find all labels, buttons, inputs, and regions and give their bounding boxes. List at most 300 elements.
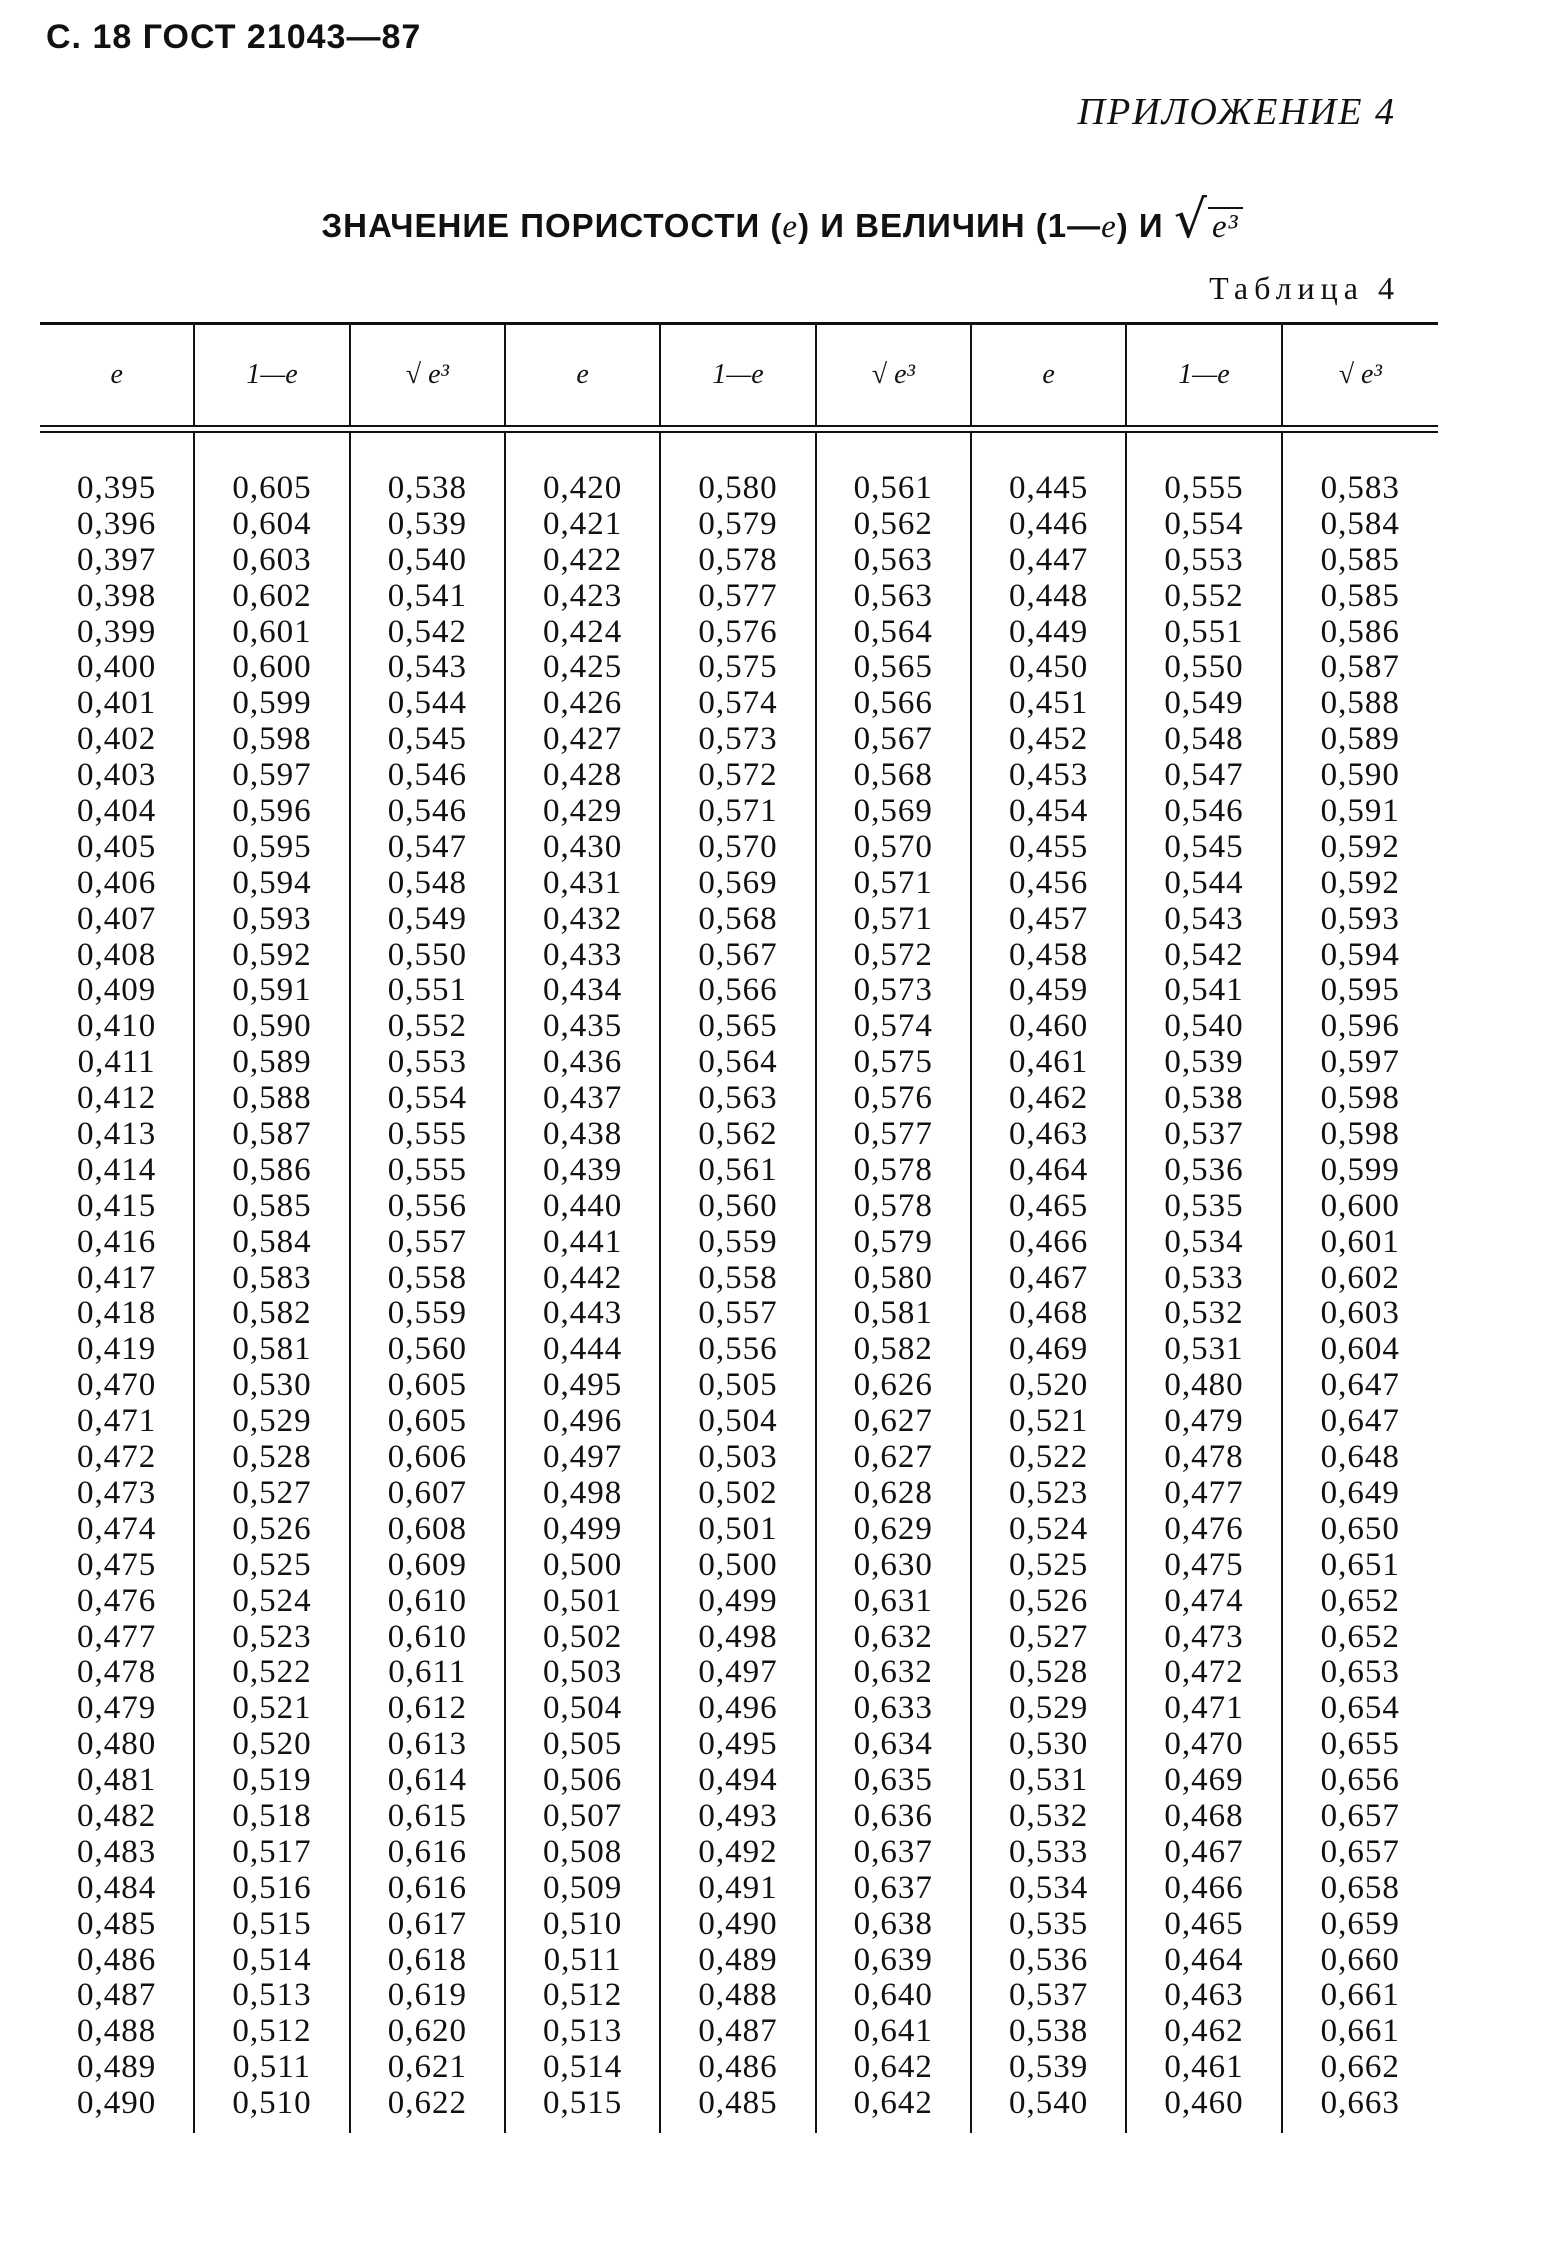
table-cell: 0,475 <box>1164 1546 1244 1583</box>
table-cell: 0,511 <box>543 1941 622 1978</box>
table-cell: 0,550 <box>387 936 467 973</box>
table-cell: 0,650 <box>1320 1510 1400 1547</box>
table-cell: 0,461 <box>1164 2049 1244 2086</box>
table-cell: 0,503 <box>698 1439 778 1476</box>
table-cell: 0,543 <box>1164 900 1244 937</box>
table-cell: 0,657 <box>1320 1833 1400 1870</box>
table-cell: 0,592 <box>232 936 312 973</box>
table-cell: 0,532 <box>1009 1797 1089 1834</box>
table-cell: 0,559 <box>698 1223 778 1260</box>
table-cell: 0,523 <box>1009 1474 1089 1511</box>
table-cell: 0,651 <box>1320 1546 1400 1583</box>
table-cell: 0,634 <box>853 1726 933 1763</box>
table-cell: 0,549 <box>387 900 467 937</box>
table-cell: 0,454 <box>1009 793 1089 830</box>
table-cell: 0,588 <box>1320 685 1400 722</box>
table-cell: 0,563 <box>698 1080 778 1117</box>
table-cell: 0,521 <box>232 1690 312 1727</box>
table-cell: 0,406 <box>77 864 157 901</box>
table-cell: 0,520 <box>232 1726 312 1763</box>
table-cell: 0,513 <box>543 2013 623 2050</box>
table-cell: 0,481 <box>77 1762 157 1799</box>
title-part-1: ЗНАЧЕНИЕ ПОРИСТОСТИ ( <box>321 207 783 244</box>
table-cell: 0,444 <box>543 1331 623 1368</box>
title-part-2: ) И ВЕЛИЧИН (1— <box>798 207 1102 244</box>
table-cell: 0,527 <box>232 1474 312 1511</box>
table-cell: 0,579 <box>853 1223 933 1260</box>
table-cell: 0,548 <box>1164 721 1244 758</box>
table-cell: 0,539 <box>1164 1044 1244 1081</box>
table-cell: 0,560 <box>387 1331 467 1368</box>
table-cell: 0,648 <box>1320 1439 1400 1476</box>
table-cell: 0,412 <box>77 1080 157 1117</box>
table-cell: 0,408 <box>77 936 157 973</box>
table-cell: 0,539 <box>1009 2049 1089 2086</box>
table-title <box>0 190 1564 250</box>
table-cell: 0,521 <box>1009 1403 1089 1440</box>
table-cell: 0,498 <box>543 1474 623 1511</box>
table-cell: 0,580 <box>853 1259 933 1296</box>
table-cell: 0,530 <box>1009 1726 1089 1763</box>
table-cell: 0,396 <box>77 505 157 542</box>
table-cell: 0,580 <box>698 470 778 506</box>
table-cell: 0,633 <box>853 1690 933 1727</box>
table-cell: 0,463 <box>1009 1116 1089 1153</box>
table-cell: 0,631 <box>853 1582 933 1619</box>
table-cell: 0,425 <box>543 649 623 686</box>
table-cell: 0,498 <box>698 1618 778 1655</box>
table-cell: 0,610 <box>387 1618 467 1655</box>
table-cell: 0,583 <box>1320 470 1400 506</box>
table-cell: 0,657 <box>1320 1797 1400 1834</box>
table-cell: 0,638 <box>853 1905 933 1942</box>
table-cell: 0,540 <box>1164 1008 1244 1045</box>
table-column <box>195 433 350 2133</box>
table-cell: 0,556 <box>387 1187 467 1224</box>
table-cell: 0,579 <box>698 505 778 542</box>
table-cell: 0,604 <box>1320 1331 1400 1368</box>
table-cell: 0,557 <box>698 1295 778 1332</box>
table-cell: 0,490 <box>77 2085 157 2122</box>
table-cell: 0,533 <box>1164 1259 1244 1296</box>
table-cell: 0,421 <box>543 505 623 542</box>
table-cell: 0,445 <box>1009 470 1089 506</box>
table-cell: 0,473 <box>1164 1618 1244 1655</box>
table-cell: 0,636 <box>853 1797 933 1834</box>
table-cell: 0,472 <box>1164 1654 1244 1691</box>
table-cell: 0,553 <box>1164 541 1244 578</box>
table-cell: 0,614 <box>387 1762 467 1799</box>
table-cell: 0,470 <box>77 1367 157 1404</box>
table-cell: 0,419 <box>77 1331 157 1368</box>
table-cell: 0,663 <box>1320 2085 1400 2122</box>
table-cell: 0,501 <box>698 1510 778 1547</box>
table-cell: 0,474 <box>77 1510 157 1547</box>
table-cell: 0,591 <box>232 972 312 1009</box>
table-cell: 0,482 <box>77 1797 157 1834</box>
table-cell: 0,589 <box>1320 721 1400 758</box>
table-cell: 0,557 <box>387 1223 467 1260</box>
table-cell: 0,398 <box>77 577 157 614</box>
appendix-label: ПРИЛОЖЕНИЕ 4 <box>1077 91 1396 133</box>
table-cell: 0,605 <box>232 470 312 506</box>
table-cell: 0,399 <box>77 613 157 650</box>
table-cell: 0,456 <box>1009 864 1089 901</box>
table-cell: 0,578 <box>853 1151 933 1188</box>
table-cell: 0,500 <box>543 1546 623 1583</box>
table-cell: 0,453 <box>1009 757 1089 794</box>
table-cell: 0,538 <box>387 470 467 506</box>
table-cell: 0,509 <box>543 1869 623 1906</box>
table-cell: 0,603 <box>232 541 312 578</box>
table-cell: 0,500 <box>698 1546 778 1583</box>
table-cell: 0,458 <box>1009 936 1089 973</box>
table-cell: 0,477 <box>1164 1474 1244 1511</box>
table-cell: 0,552 <box>387 1008 467 1045</box>
table-cell: 0,569 <box>853 793 933 830</box>
table-cell: 0,478 <box>77 1654 157 1691</box>
table-cell: 0,562 <box>698 1116 778 1153</box>
table-cell: 0,642 <box>853 2085 933 2122</box>
table-column <box>817 433 972 2133</box>
table-cell: 0,594 <box>1320 936 1400 973</box>
table-cell: 0,512 <box>543 1977 623 2014</box>
table-cell: 0,508 <box>543 1833 623 1870</box>
table-cell: 0,599 <box>232 685 312 722</box>
table-cell: 0,639 <box>853 1941 933 1978</box>
table-cell: 0,552 <box>1164 577 1244 614</box>
table-cell: 0,613 <box>387 1726 467 1763</box>
table-cell: 0,577 <box>698 577 778 614</box>
table-cell: 0,568 <box>853 757 933 794</box>
table-cell: 0,495 <box>543 1367 623 1404</box>
table-cell: 0,527 <box>1009 1618 1089 1655</box>
table-column <box>506 433 661 2133</box>
column-header: e <box>972 325 1127 425</box>
table-cell: 0,431 <box>543 864 623 901</box>
table-cell: 0,529 <box>232 1403 312 1440</box>
table-cell: 0,478 <box>1164 1439 1244 1476</box>
table-number-label: Таблица 4 <box>1209 270 1400 306</box>
table-cell: 0,486 <box>698 2049 778 2086</box>
table-cell: 0,541 <box>387 577 467 614</box>
table-cell: 0,647 <box>1320 1403 1400 1440</box>
table-cell: 0,637 <box>853 1869 933 1906</box>
table-body <box>40 433 1438 2133</box>
table-cell: 0,578 <box>698 541 778 578</box>
table-cell: 0,537 <box>1164 1116 1244 1153</box>
table-cell: 0,468 <box>1009 1295 1089 1332</box>
table-cell: 0,588 <box>232 1080 312 1117</box>
table-cell: 0,526 <box>232 1510 312 1547</box>
table-cell: 0,551 <box>387 972 467 1009</box>
table-column <box>40 433 195 2133</box>
table-cell: 0,492 <box>698 1833 778 1870</box>
table-cell: 0,660 <box>1320 1941 1400 1978</box>
table-cell: 0,590 <box>232 1008 312 1045</box>
table-cell: 0,464 <box>1009 1151 1089 1188</box>
table-cell: 0,409 <box>77 972 157 1009</box>
column-header: √ e³ <box>1338 359 1382 390</box>
table-cell: 0,582 <box>853 1331 933 1368</box>
table-cell: 0,520 <box>1009 1367 1089 1404</box>
table-cell: 0,504 <box>543 1690 623 1727</box>
table-cell: 0,474 <box>1164 1582 1244 1619</box>
table-cell: 0,519 <box>232 1762 312 1799</box>
table-cell: 0,578 <box>853 1187 933 1224</box>
column-header: 1—e <box>1127 325 1282 425</box>
table-cell: 0,439 <box>543 1151 623 1188</box>
table-cell: 0,553 <box>387 1044 467 1081</box>
table-column <box>972 433 1127 2133</box>
table-cell: 0,518 <box>232 1797 312 1834</box>
table-cell: 0,618 <box>387 1941 467 1978</box>
table-cell: 0,413 <box>77 1116 157 1153</box>
table-cell: 0,404 <box>77 793 157 830</box>
table-cell: 0,505 <box>543 1726 623 1763</box>
table-cell: 0,575 <box>853 1044 933 1081</box>
table-cell: 0,415 <box>77 1187 157 1224</box>
table-cell: 0,558 <box>698 1259 778 1296</box>
table-cell: 0,435 <box>543 1008 623 1045</box>
table-cell: 0,611 <box>388 1654 467 1691</box>
table-cell: 0,479 <box>1164 1403 1244 1440</box>
table-cell: 0,558 <box>387 1259 467 1296</box>
table-cell: 0,585 <box>1320 577 1400 614</box>
table-cell: 0,499 <box>543 1510 623 1547</box>
table-cell: 0,471 <box>1164 1690 1244 1727</box>
table-cell: 0,619 <box>387 1977 467 2014</box>
table-cell: 0,468 <box>1164 1797 1244 1834</box>
table-cell: 0,575 <box>698 649 778 686</box>
table-cell: 0,584 <box>1320 505 1400 542</box>
table-cell: 0,505 <box>698 1367 778 1404</box>
table-cell: 0,584 <box>232 1223 312 1260</box>
table-cell: 0,581 <box>853 1295 933 1332</box>
table-cell: 0,531 <box>1164 1331 1244 1368</box>
table-cell: 0,574 <box>853 1008 933 1045</box>
table-cell: 0,517 <box>232 1833 312 1870</box>
table-cell: 0,604 <box>232 505 312 542</box>
title-sqrt-arg: e³ <box>1208 207 1243 245</box>
table-cell: 0,442 <box>543 1259 623 1296</box>
table-cell: 0,416 <box>77 1223 157 1260</box>
column-header: e <box>40 325 195 425</box>
table-cell: 0,606 <box>387 1439 467 1476</box>
table-cell: 0,565 <box>698 1008 778 1045</box>
table-cell: 0,536 <box>1164 1151 1244 1188</box>
table-cell: 0,489 <box>77 2049 157 2086</box>
table-cell: 0,504 <box>698 1403 778 1440</box>
table-cell: 0,649 <box>1320 1474 1400 1511</box>
table-cell: 0,559 <box>387 1295 467 1332</box>
table-cell: 0,622 <box>387 2085 467 2122</box>
table-cell: 0,602 <box>232 577 312 614</box>
table-cell: 0,542 <box>1164 936 1244 973</box>
table-cell: 0,549 <box>1164 685 1244 722</box>
table-cell: 0,640 <box>853 1977 933 2014</box>
table-cell: 0,502 <box>698 1474 778 1511</box>
table-cell: 0,656 <box>1320 1762 1400 1799</box>
table-cell: 0,540 <box>387 541 467 578</box>
table-cell: 0,405 <box>77 828 157 865</box>
table-cell: 0,662 <box>1320 2049 1400 2086</box>
table-cell: 0,565 <box>853 649 933 686</box>
table-cell: 0,513 <box>232 1977 312 2014</box>
table-cell: 0,487 <box>77 1977 157 2014</box>
table-cell: 0,603 <box>1320 1295 1400 1332</box>
table-cell: 0,616 <box>387 1833 467 1870</box>
table-cell: 0,476 <box>1164 1510 1244 1547</box>
table-cell: 0,436 <box>543 1044 623 1081</box>
table-cell: 0,605 <box>387 1403 467 1440</box>
table-cell: 0,430 <box>543 828 623 865</box>
table-cell: 0,488 <box>77 2013 157 2050</box>
table-cell: 0,485 <box>77 1905 157 1942</box>
table-cell: 0,590 <box>1320 757 1400 794</box>
table-cell: 0,608 <box>387 1510 467 1547</box>
table-cell: 0,410 <box>77 1008 157 1045</box>
table-cell: 0,570 <box>853 828 933 865</box>
table-cell: 0,601 <box>232 613 312 650</box>
table-cell: 0,538 <box>1164 1080 1244 1117</box>
title-part-3: ) И <box>1116 207 1164 244</box>
table-cell: 0,652 <box>1320 1618 1400 1655</box>
table-cell: 0,544 <box>1164 864 1244 901</box>
table-cell: 0,632 <box>853 1618 933 1655</box>
table-cell: 0,530 <box>232 1367 312 1404</box>
table-cell: 0,572 <box>853 936 933 973</box>
table-cell: 0,466 <box>1164 1869 1244 1906</box>
table-cell: 0,411 <box>77 1044 156 1081</box>
table-cell: 0,464 <box>1164 1941 1244 1978</box>
table-cell: 0,609 <box>387 1546 467 1583</box>
table-cell: 0,469 <box>1164 1762 1244 1799</box>
table-cell: 0,647 <box>1320 1367 1400 1404</box>
table-cell: 0,488 <box>698 1977 778 2014</box>
table-cell: 0,450 <box>1009 649 1089 686</box>
table-cell: 0,571 <box>698 793 778 830</box>
table-cell: 0,407 <box>77 900 157 937</box>
table-cell: 0,628 <box>853 1474 933 1511</box>
table-cell: 0,595 <box>232 828 312 865</box>
table-cell: 0,554 <box>387 1080 467 1117</box>
table-cell: 0,493 <box>698 1797 778 1834</box>
table-cell: 0,523 <box>232 1618 312 1655</box>
table-cell: 0,534 <box>1164 1223 1244 1260</box>
table-cell: 0,654 <box>1320 1690 1400 1727</box>
table-cell: 0,414 <box>77 1151 157 1188</box>
table-cell: 0,441 <box>543 1223 623 1260</box>
table-cell: 0,417 <box>77 1259 157 1296</box>
table-cell: 0,543 <box>387 649 467 686</box>
table-cell: 0,576 <box>698 613 778 650</box>
table-cell: 0,582 <box>232 1295 312 1332</box>
table-cell: 0,446 <box>1009 505 1089 542</box>
table-cell: 0,615 <box>387 1797 467 1834</box>
table-cell: 0,467 <box>1009 1259 1089 1296</box>
table-cell: 0,432 <box>543 900 623 937</box>
table-cell: 0,526 <box>1009 1582 1089 1619</box>
table-cell: 0,585 <box>232 1187 312 1224</box>
table-cell: 0,516 <box>232 1869 312 1906</box>
table-cell: 0,429 <box>543 793 623 830</box>
table-cell: 0,541 <box>1164 972 1244 1009</box>
table-cell: 0,448 <box>1009 577 1089 614</box>
table-cell: 0,472 <box>77 1439 157 1476</box>
table-cell: 0,562 <box>853 505 933 542</box>
table-cell: 0,545 <box>387 721 467 758</box>
table-cell: 0,596 <box>1320 1008 1400 1045</box>
title-e-2: e <box>1101 209 1117 245</box>
table-cell: 0,402 <box>77 721 157 758</box>
table-cell: 0,583 <box>232 1259 312 1296</box>
table-cell: 0,554 <box>1164 505 1244 542</box>
table-cell: 0,546 <box>387 793 467 830</box>
table-cell: 0,573 <box>698 721 778 758</box>
table-cell: 0,437 <box>543 1080 623 1117</box>
table-cell: 0,511 <box>232 2049 311 2086</box>
table-cell: 0,428 <box>543 757 623 794</box>
table-cell: 0,658 <box>1320 1869 1400 1906</box>
table-cell: 0,594 <box>232 864 312 901</box>
table-cell: 0,459 <box>1009 972 1089 1009</box>
table-cell: 0,540 <box>1009 2085 1089 2122</box>
table-cell: 0,560 <box>698 1187 778 1224</box>
table-column <box>661 433 816 2133</box>
table-cell: 0,531 <box>1009 1762 1089 1799</box>
table-cell: 0,573 <box>853 972 933 1009</box>
header-double-rule <box>40 425 1438 433</box>
table-cell: 0,544 <box>387 685 467 722</box>
table-cell: 0,438 <box>543 1116 623 1153</box>
table-cell: 0,572 <box>698 757 778 794</box>
table-cell: 0,661 <box>1320 1977 1400 2014</box>
table-cell: 0,569 <box>698 864 778 901</box>
table-cell: 0,473 <box>77 1474 157 1511</box>
table-cell: 0,484 <box>77 1869 157 1906</box>
table-cell: 0,641 <box>853 2013 933 2050</box>
table-cell: 0,598 <box>1320 1080 1400 1117</box>
table-cell: 0,539 <box>387 505 467 542</box>
table-cell: 0,470 <box>1164 1726 1244 1763</box>
table-cell: 0,653 <box>1320 1654 1400 1691</box>
table-cell: 0,547 <box>387 828 467 865</box>
table-cell: 0,555 <box>387 1151 467 1188</box>
table-cell: 0,465 <box>1009 1187 1089 1224</box>
table-cell: 0,525 <box>1009 1546 1089 1583</box>
table-cell: 0,620 <box>387 2013 467 2050</box>
table-cell: 0,597 <box>1320 1044 1400 1081</box>
table-cell: 0,586 <box>1320 613 1400 650</box>
column-header: √ e³ <box>351 325 506 425</box>
table-cell: 0,524 <box>1009 1510 1089 1547</box>
table-cell: 0,401 <box>77 685 157 722</box>
table-cell: 0,528 <box>1009 1654 1089 1691</box>
table-cell: 0,568 <box>698 900 778 937</box>
table-cell: 0,420 <box>543 470 623 506</box>
table-cell: 0,621 <box>387 2049 467 2086</box>
table-cell: 0,534 <box>1009 1869 1089 1906</box>
table-cell: 0,496 <box>698 1690 778 1727</box>
table-cell: 0,556 <box>698 1331 778 1368</box>
table-cell: 0,462 <box>1009 1080 1089 1117</box>
table-cell: 0,546 <box>1164 793 1244 830</box>
table-cell: 0,501 <box>543 1582 623 1619</box>
table-cell: 0,538 <box>1009 2013 1089 2050</box>
table-cell: 0,545 <box>1164 828 1244 865</box>
table-cell: 0,528 <box>232 1439 312 1476</box>
